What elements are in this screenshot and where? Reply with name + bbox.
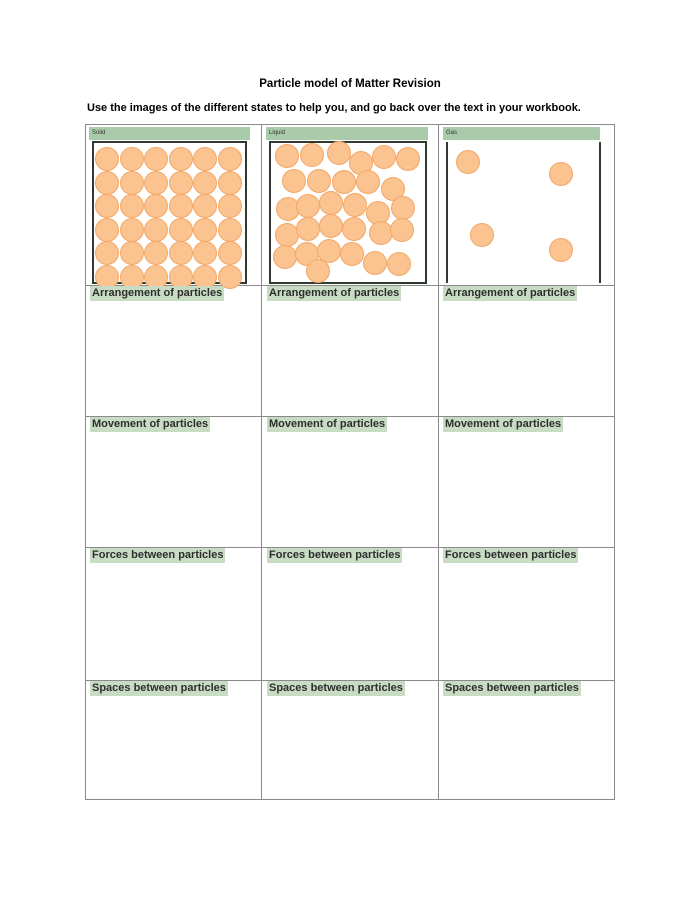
arrangement-label-gas: Arrangement of particles <box>445 287 576 299</box>
forces-label-gas: Forces between particles <box>445 549 577 561</box>
particle <box>95 194 119 218</box>
particle <box>144 171 168 195</box>
answer-cell[interactable] <box>441 303 613 413</box>
particle <box>307 169 331 193</box>
movement-label-liquid: Movement of particles <box>269 418 386 430</box>
particle <box>193 241 217 265</box>
particle <box>218 241 242 265</box>
particle <box>275 144 299 168</box>
particle <box>95 171 119 195</box>
particle <box>169 241 193 265</box>
page-title: Particle model of Matter Revision <box>259 78 441 90</box>
particle <box>120 218 144 242</box>
spaces-label-liquid: Spaces between particles <box>269 682 403 694</box>
particle <box>169 218 193 242</box>
particle <box>193 171 217 195</box>
particle <box>169 194 193 218</box>
particle <box>356 170 380 194</box>
forces-label-solid: Forces between particles <box>92 549 224 561</box>
particle <box>144 265 168 289</box>
particle <box>218 194 242 218</box>
particle <box>282 169 306 193</box>
particle <box>144 194 168 218</box>
particle <box>193 147 217 171</box>
particle <box>343 193 367 217</box>
instruction-text: Use the images of the different states to help you, and go back over the text in your workbook. <box>87 102 581 114</box>
particle <box>193 194 217 218</box>
movement-label-solid: Movement of particles <box>92 418 209 430</box>
column-divider <box>261 125 262 799</box>
particle <box>549 162 573 186</box>
particle <box>327 141 351 165</box>
particle <box>218 171 242 195</box>
particle <box>120 171 144 195</box>
particle <box>300 143 324 167</box>
particle <box>144 147 168 171</box>
state-header-gas: Gas <box>443 127 600 140</box>
particle <box>95 218 119 242</box>
particle <box>391 196 415 220</box>
particle <box>549 238 573 262</box>
particle <box>319 191 343 215</box>
answer-cell[interactable] <box>441 434 613 544</box>
particle <box>390 218 414 242</box>
spaces-label-solid: Spaces between particles <box>92 682 226 694</box>
particle <box>95 147 119 171</box>
movement-label-gas: Movement of particles <box>445 418 562 430</box>
particle <box>218 265 242 289</box>
answer-cell[interactable] <box>88 698 258 796</box>
spaces-label-gas: Spaces between particles <box>445 682 579 694</box>
particle <box>95 265 119 289</box>
particle <box>363 251 387 275</box>
particle <box>319 214 343 238</box>
forces-label-liquid: Forces between particles <box>269 549 401 561</box>
particle <box>120 265 144 289</box>
arrangement-label-liquid: Arrangement of particles <box>269 287 400 299</box>
arrangement-label-solid: Arrangement of particles <box>92 287 223 299</box>
particle <box>193 218 217 242</box>
particle <box>273 245 297 269</box>
particle <box>456 150 480 174</box>
particle <box>332 170 356 194</box>
particle <box>470 223 494 247</box>
answer-cell[interactable] <box>264 698 436 796</box>
particle <box>144 241 168 265</box>
particle <box>296 194 320 218</box>
particle <box>218 218 242 242</box>
particle <box>306 259 330 283</box>
particle <box>169 265 193 289</box>
particle <box>372 145 396 169</box>
particle <box>120 194 144 218</box>
column-divider <box>438 125 439 799</box>
answer-cell[interactable] <box>264 565 436 677</box>
particle <box>342 217 366 241</box>
answer-cell[interactable] <box>441 698 613 796</box>
answer-cell[interactable] <box>264 303 436 413</box>
particle <box>144 218 168 242</box>
particle <box>193 265 217 289</box>
particle <box>296 217 320 241</box>
particle <box>218 147 242 171</box>
particle <box>396 147 420 171</box>
particle <box>120 147 144 171</box>
answer-cell[interactable] <box>88 565 258 677</box>
state-header-solid: Solid <box>89 127 250 140</box>
particle <box>120 241 144 265</box>
answer-cell[interactable] <box>88 434 258 544</box>
particle <box>169 147 193 171</box>
revision-table <box>85 124 615 800</box>
answer-cell[interactable] <box>441 565 613 677</box>
particle <box>169 171 193 195</box>
answer-cell[interactable] <box>264 434 436 544</box>
answer-cell[interactable] <box>88 303 258 413</box>
particle <box>95 241 119 265</box>
particle <box>387 252 411 276</box>
state-header-liquid: Liquid <box>266 127 428 140</box>
particle <box>340 242 364 266</box>
